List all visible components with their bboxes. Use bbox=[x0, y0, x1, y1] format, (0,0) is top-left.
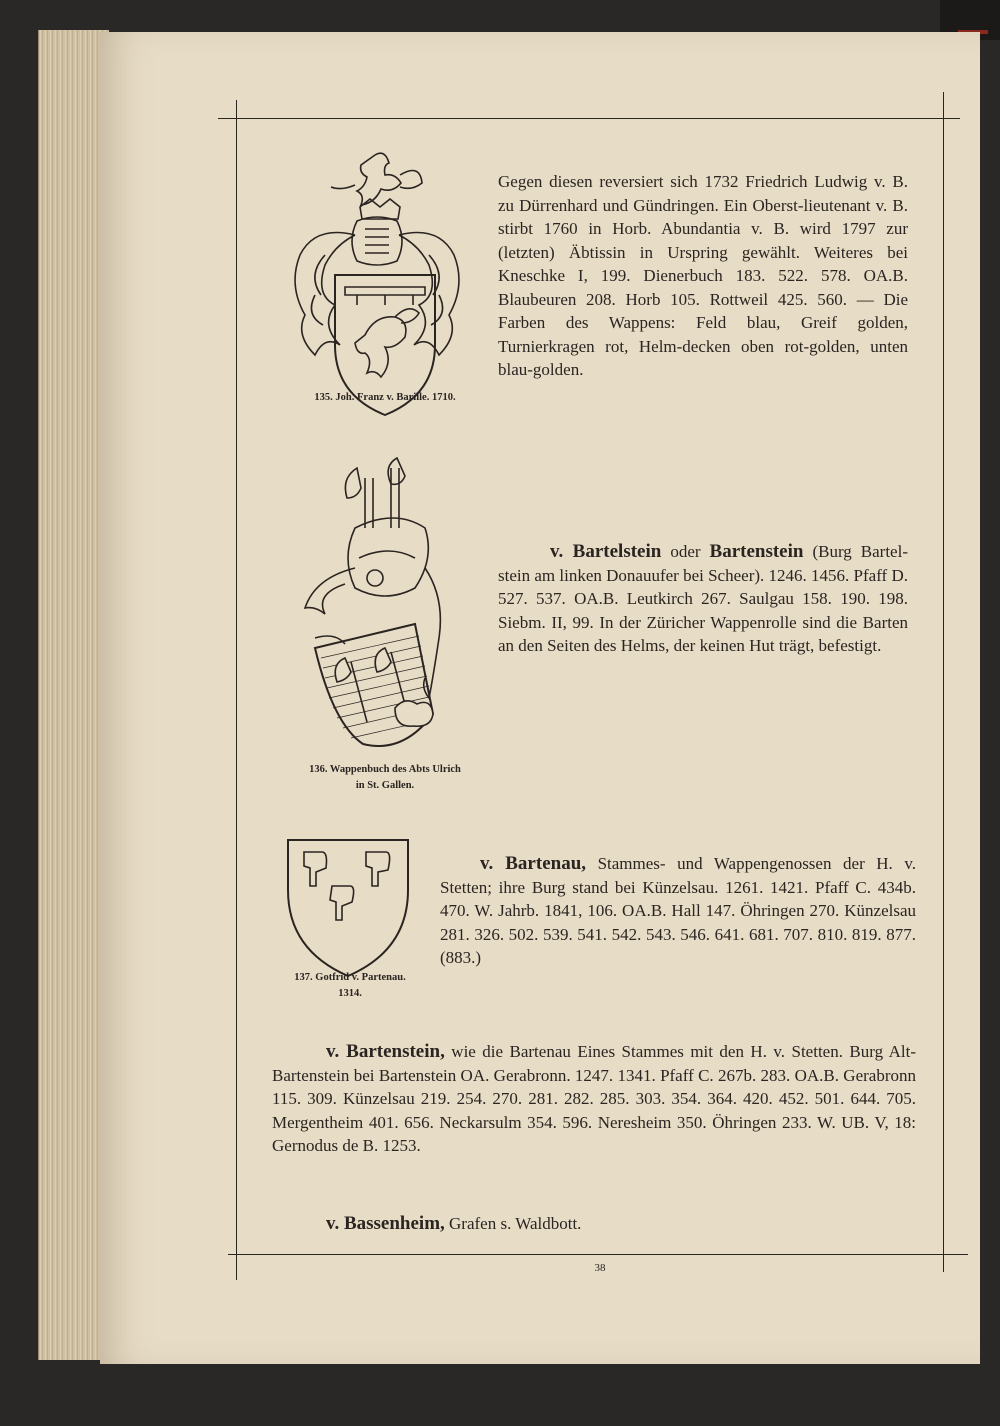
coat-of-arms-barille-illustration bbox=[285, 145, 485, 425]
bartenstein-entry bbox=[272, 1040, 916, 1158]
bartenstein-text: wie die Bartenau Eines Stammes mit den H. v. Stetten. Burg Alt-Bartenstein bei Bartenstein OA. Gerabronn. 1247. 1341. Pfaff C. 267b. 283. OA.B. Gerabronn 115. 309. Künzelsau 219. 254. 270. 281. 282. 285. 303. 354. 364. 420. 452. 501. 644. 705. Mergentheim 401. 656. Neckarsulm 354. 596. Neresheim 350. Öhringen 233. W. UB. V, 18: Gernodus de B. 1253. bbox=[272, 1042, 917, 1155]
bartenau-entry bbox=[440, 852, 916, 970]
bartelstein-heading-alt: Bartenstein bbox=[709, 541, 804, 562]
figure-137-caption-line1: 137. Gotfrid v. Partenau. bbox=[294, 972, 406, 983]
frame-right-line bbox=[943, 92, 944, 1272]
coat-of-arms-bartelstein-illustration bbox=[295, 458, 475, 748]
bassenheim-heading: v. Bassenheim, bbox=[326, 1213, 445, 1234]
barille-entry-text: Gegen diesen reversiert sich 1732 Friedrich Ludwig v. B. zu Dürrenhard und Gündringen. Ein Oberst-lieutenant v. B. stirbt 1760 in Horb. Abundantia v. B. wird 1797 zur (letzten) Äbtissin in Urspring gewählt. Weiteres bei Kneschke I, 199. Dienerbuch 183. 522. 578. OA.B. Blaubeuren 208. Horb 105. Rottweil 425. 560. — Die Farben des Wappens: Feld blau, Greif golden, Turnierkragen rot, Helm-decken oben rot-golden, unten blau-golden. bbox=[498, 172, 908, 379]
frame-bottom-line bbox=[228, 1254, 968, 1255]
coat-of-arms-bartenau-illustration bbox=[286, 838, 410, 978]
book-page-edges bbox=[38, 30, 109, 1360]
bartelstein-text: (Burg Bartel-stein am linken Donauufer bei Scheer). 1246. 1456. Pfaff D. 527. 537. OA.B. Leutkirch 267. Saulgau 158. 190. 198. Siebm. II, 99. In der Züricher Wappenrolle sind die Barten an den Seiten des Helms, der keinen Hut trägt, befestigt. bbox=[498, 542, 908, 655]
figure-137-caption-line2: 1314. bbox=[338, 988, 362, 999]
page-number: 38 bbox=[594, 1262, 606, 1274]
bartenau-text: Stammes- und Wappengenossen der H. v. Stetten; ihre Burg stand bei Künzelsau. 1261. 1421. Pfaff C. 434b. 470. W. Jahrb. 1841, 106. OA.B. Hall 147. Öhringen 270. Künzelsau 281. 326. 502. 539. 541. 542. 543. 546. 641. 681. 707. 810. 819. 877. (883.) bbox=[440, 854, 917, 967]
figure-136-caption-line2: in St. Gallen. bbox=[355, 780, 415, 791]
frame-left-line bbox=[236, 100, 237, 1280]
bassenheim-text: Grafen s. Waldbott. bbox=[449, 1214, 582, 1233]
bartelstein-heading: v. Bartelstein bbox=[550, 541, 662, 562]
bartenstein-heading: v. Bartenstein, bbox=[326, 1041, 445, 1062]
bartelstein-or: oder bbox=[670, 542, 701, 561]
figure-135-caption: 135. Joh. Franz v. Barille. 1710. bbox=[314, 392, 456, 403]
bassenheim-entry bbox=[326, 1212, 916, 1236]
bartenau-heading: v. Bartenau, bbox=[480, 853, 587, 874]
frame-top-line bbox=[218, 118, 960, 119]
figure-136-caption-line1: 136. Wappenbuch des Abts Ulrich bbox=[309, 764, 461, 775]
bartelstein-entry bbox=[498, 540, 908, 658]
